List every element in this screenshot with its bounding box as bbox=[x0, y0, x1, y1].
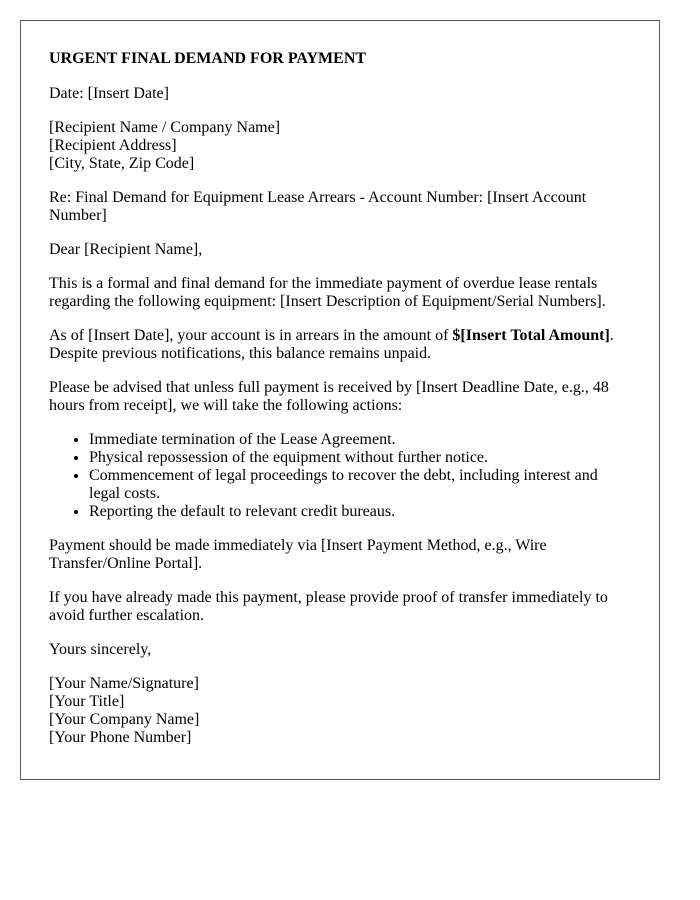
arrears-text-before: As of [Insert Date], your account is in arrears in the amount of bbox=[49, 327, 453, 344]
list-item: • Immediate termination of the Lease Agreement. bbox=[89, 431, 631, 449]
arrears-amount: $[Insert Total Amount] bbox=[452, 327, 610, 344]
arrears-paragraph bbox=[49, 327, 631, 363]
recipient-address: [Recipient Address] bbox=[49, 137, 177, 154]
letter-title: URGENT FINAL DEMAND FOR PAYMENT bbox=[49, 50, 367, 67]
payment-method-paragraph: Payment should be made immediately via [Insert Payment Method, e.g., Wire Transfer/Online Portal]. bbox=[49, 537, 547, 572]
date-line: Date: [Insert Date] bbox=[49, 85, 169, 102]
list-item: • Physical repossession of the equipment without further notice. bbox=[89, 449, 631, 467]
sender-phone: [Your Phone Number] bbox=[49, 729, 192, 746]
recipient-address-block bbox=[49, 119, 631, 173]
closing: Yours sincerely, bbox=[49, 641, 152, 658]
sender-company: [Your Company Name] bbox=[49, 711, 200, 728]
list-item: • Reporting the default to relevant credit bureaus. bbox=[89, 503, 631, 521]
salutation: Dear [Recipient Name], bbox=[49, 241, 203, 258]
recipient-name: [Recipient Name / Company Name] bbox=[49, 119, 281, 136]
signature-block bbox=[49, 675, 631, 747]
arrears-text-after: . Despite previous notifications, this balance remains unpaid. bbox=[49, 327, 614, 362]
proof-paragraph: If you have already made this payment, please provide proof of transfer immediately to avoid further escalation. bbox=[49, 589, 608, 624]
actions-list bbox=[49, 431, 631, 521]
intro-paragraph: This is a formal and final demand for the immediate payment of overdue lease rentals regarding the following equipment: [Insert Description of Equipment/Serial Numbers]. bbox=[49, 275, 606, 310]
recipient-city: [City, State, Zip Code] bbox=[49, 155, 195, 172]
letter-document bbox=[20, 20, 660, 780]
sender-title: [Your Title] bbox=[49, 693, 125, 710]
list-item: • Commencement of legal proceedings to recover the debt, including interest and legal costs. bbox=[89, 467, 631, 503]
sender-name: [Your Name/Signature] bbox=[49, 675, 199, 692]
deadline-paragraph: Please be advised that unless full payment is received by [Insert Deadline Date, e.g., 48 hours from receipt], we will take the following actions: bbox=[49, 379, 609, 414]
subject-line: Re: Final Demand for Equipment Lease Arrears - Account Number: [Insert Account Number] bbox=[49, 189, 587, 224]
